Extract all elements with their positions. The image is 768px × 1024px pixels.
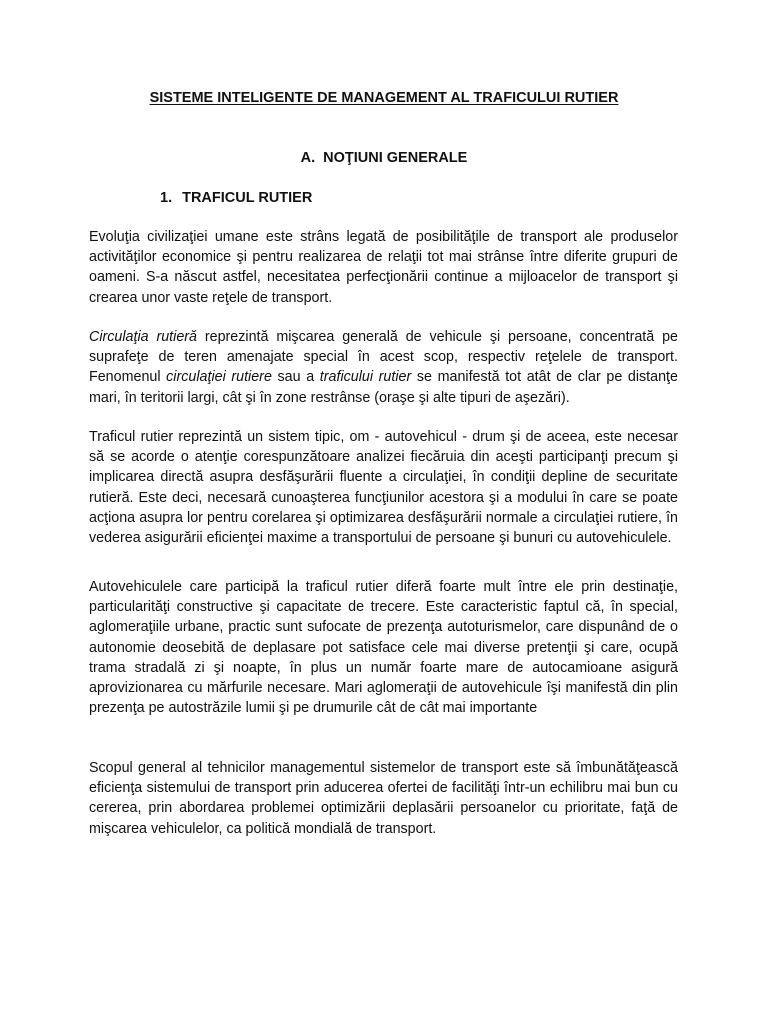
section-title: NOŢIUNI GENERALE	[323, 150, 468, 166]
paragraph-2-term-traficului: traficului rutier	[319, 369, 412, 386]
paragraph-2-term-circulatia: Circulaţia rutieră	[89, 329, 197, 345]
section-number: A.	[300, 150, 316, 166]
paragraph-2-text-a: reprezintă mişcarea generală de vehicule şi persoane, concentrată pe suprafeţe de teren amenajate special în acest scop, respectiv reţelele de transport. Fenomenul	[89, 329, 678, 386]
paragraph-2-text-b: sau a	[271, 369, 320, 386]
paragraph-1: Evoluţia civilizaţiei umane este strâns legată de posibilităţile de transport ale produselor activităţilor economice şi pentru realizarea de relaţii tot mai strânse între diferite grupuri de oameni. S-a născut astfel, necesitatea perfecţionării continue a mijloacelor de transport şi crearea unor vaste reţele de transport.	[89, 229, 678, 306]
paragraph-2-text-c: se manifestă tot atât de clar pe distanţe mari, în teritorii largi, cât şi în zone restrânse (oraşe şi alte tipuri de aşezări).	[89, 369, 678, 406]
subsection-title: TRAFICUL RUTIER	[182, 190, 313, 206]
paragraph-4: Autovehiculele care participă la traficul rutier diferă foarte mult între ele prin destinaţie, particularităţi constructive şi capacitate de trecere. Este caracteristic faptul că, în special, aglomeraţiile urbane, practic sunt sufocate de prezenţa autoturismelor, care dispunând de o autonomie deosebită de deplasare pot satisface cele mai diverse pretenţii şi care, ocupă trama stradală zi şi noapte, în plus un număr foarte mare de autocamioane asigură aprovizionarea cu mărfurile necesare. Mari aglomeraţii de autovehicule îşi manifestă din plin prezenţa pe autostrăzile lumii şi pe drumurile cât de cât mai importante	[89, 579, 678, 717]
paragraph-5: Scopul general al tehnicilor managementul sistemelor de transport este să îmbunătăţească eficienţa sistemului de transport prin aducerea ofertei de facilităţi într-un echilibru mai bun cu cererea, prin abordarea problemei optimizării deplasării persoanelor cu prioritate, faţă de mişcarea vehiculelor, ca politică mondială de transport.	[89, 760, 678, 837]
subsection-heading	[160, 190, 312, 206]
paragraph-2-term-circulatiei: circulaţiei rutiere	[166, 369, 272, 386]
subsection-number: 1.	[160, 190, 173, 206]
document-title: SISTEME INTELIGENTE DE MANAGEMENT AL TRAFICULUI RUTIER	[149, 90, 619, 106]
paragraph-2	[89, 327, 678, 408]
section-heading	[0, 150, 768, 166]
paragraph-3: Traficul rutier reprezintă un sistem tipic, om - autovehicul - drum şi de aceea, este necesar să se acorde o atenţie corespunzătoare analizei fiecăruia din aceşti participanţi precum şi implicarea directă asupra desfăşurării fluente a circulaţiei, în condiţii depline de securitate rutieră. Este deci, necesară cunoaşterea funcţiunilor acestora şi a modului în care se poate acţiona asupra lor pentru corelarea şi optimizarea desfăşurării normale a circulaţiei rutiere, în vederea asigurării eficienţei maxime a transportului de persoane şi bunuri cu autovehiculele.	[89, 429, 678, 547]
